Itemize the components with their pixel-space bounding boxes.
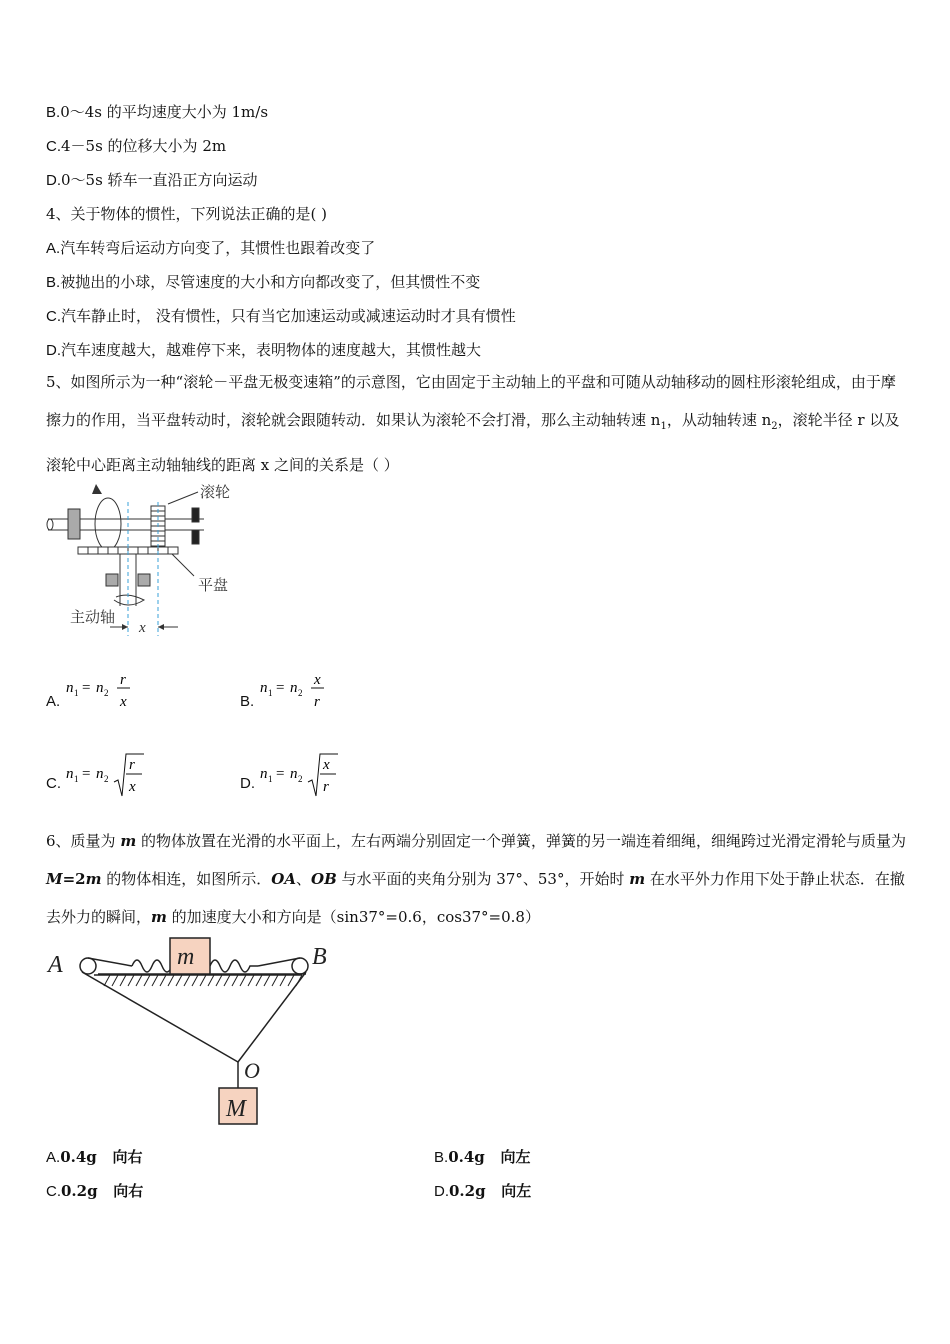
point-b-label: B [312,944,327,970]
svg-text:r: r [323,779,329,795]
formula-d [256,752,356,798]
q4-option-d[interactable]: D.汽车速度越大，越难停下来，表明物体的速度越大，其惯性越大 [46,341,482,359]
q6-option-d[interactable]: D.0.2g 向左 [434,1182,532,1200]
block-m-label: m [177,944,195,970]
svg-text:x: x [314,672,321,688]
q4-option-b[interactable]: B.被抛出的小球，尽管速度的大小和方向都改变了，但其惯性不变 [46,273,481,291]
formula-b [256,672,346,712]
disk-leader [172,554,194,576]
main-axis-label: 主动轴 [70,610,116,626]
main-bearing-left [106,574,118,586]
block-big-m-label: M [226,1096,246,1122]
svg-text:2: 2 [298,774,303,784]
gearbox-figure [44,476,244,636]
rotation-arrow-icon [95,498,121,550]
q4-option-c[interactable]: C.汽车静止时， 没有惯性，只有当它加速运动或减速运动时才具有惯性 [46,307,516,325]
q6-option-a[interactable]: A.0.4g 向右 [46,1148,143,1166]
pulley-b [292,958,308,974]
roller-leader [168,492,198,504]
q6-option-c[interactable]: C.0.2g 向右 [46,1182,144,1200]
svg-text:=: = [276,680,285,696]
svg-text:1: 1 [74,688,79,698]
svg-text:1: 1 [268,688,273,698]
point-o-label: O [244,1058,260,1083]
point-a-label: A [48,952,63,978]
right-bearing-bottom [192,530,199,544]
q4-stem: 4、关于物体的惯性，下列说法正确的是( ) [46,205,328,223]
shaft-end [47,519,53,530]
svg-text:x: x [120,694,127,710]
q5-stem: 5、如图所示为一种“滚轮－平盘无极变速箱”的示意图，它由固定于主动轴上的平盘和可随从动轴移动的圆柱形滚轮组成，由于摩擦力的作用，当平盘转动时，滚轮就会跟随转动．如果认为滚轮不会打滑，那么主动轴转速 $n_1$，从动轴转速 $n_2$，滚轮半径 r 以及滚轮中心距离主动轴轴线的距离 x 之间的关系是（ ） [46,373,900,474]
svg-text:n: n [260,680,268,696]
right-bearing-top [192,508,199,522]
roller-label: 滚轮 [200,485,231,501]
svg-text:1: 1 [268,774,273,784]
q6-stem: 6、质量为 m 的物体放置在光滑的水平面上，左右两端分别固定一个弹簧，弹簧的另一端连着细绳，细绳跨过光滑定滑轮与质量为 M=2m 的物体相连，如图所示．OA、OB 与水平面的夹角分别为 37°、53°，开始时 m 在水平外力作用下处于静止状态．在撤去外力的瞬间，m 的加速度大小和方向是（sin37°=0.6，cos37°=0.8） [46,832,906,926]
formula-c [62,752,162,798]
main-rotation-arrow-icon [114,595,144,605]
svg-text:r: r [314,694,320,710]
x-label: x [139,620,146,636]
spring-left [132,960,172,972]
svg-text:2: 2 [104,688,109,698]
main-bearing-right [138,574,150,586]
svg-text:n: n [290,680,298,696]
spring-right [210,960,258,972]
svg-text:1: 1 [74,774,79,784]
left-bearing [68,509,80,539]
q4-option-a[interactable]: A.汽车转弯后运动方向变了，其惯性也跟着改变了 [46,239,376,257]
q3-option-b[interactable]: B.0～4s 的平均速度大小为 1m/s [46,103,269,121]
formula-a [62,672,152,712]
svg-text:r: r [120,672,126,688]
svg-text:n: n [96,680,104,696]
svg-text:x: x [129,779,136,795]
q3-option-c[interactable]: C.4－5s 的位移大小为 2m [46,137,227,155]
hatching [104,975,302,986]
pulley-figure [44,934,344,1130]
svg-text:r: r [129,757,135,773]
svg-text:n: n [260,766,268,782]
svg-text:=: = [82,680,91,696]
arrow-head-icon [92,484,102,494]
svg-text:2: 2 [298,688,303,698]
exam-page: B.0～4s 的平均速度大小为 1m/s C.4－5s 的位移大小为 2m D.0～5s 轿车一直沿正方向运动 4、关于物体的惯性，下列说法正确的是( ) A.汽车转弯后运动方向变了，其惯性也跟着改变了 B.被抛出的小球，尽管速度的大小和方向都改变了，但其惯性不变 C.汽车静止时， 没有惯性，只有当它加速运动或减速运动时才具有惯性 D.汽车速度越大，越难停下来，表明物体的速度越大，其惯性越大 5、如图所示为一种“滚轮－平盘无极变速箱”的示意图，它由固定于主动轴上的平盘和可随从动轴移动的圆柱形滚轮组成，由于摩擦力的作用，当平盘转动时，滚轮就会跟随转动．如果认为滚轮不会打滑，那么主动轴转速 $n_1$，从动轴转速 $n_2$，滚轮半径 r 以及滚轮中心距离主动轴轴线的距离 x 之间的关系是（ ） 滚轮 平盘 主动轴 x A. n 1 = n 2 r x B. n 1 = n 2 x r C. n 1 = n 2 r x D. n 1 = n 2 x r 6、质量为 m 的物体放置在光滑的水平面上，左右两端分别固定一个弹簧，弹簧的另一端连着细绳，细绳跨过光滑定滑轮与质量为 M=2m 的物体相连，如图所示．OA、OB 与水平面的夹角分别为 37°、53°，开始时 m 在水平外力作用下处于静止状态．在撤去外力的瞬间，m 的加速度大小和方向是（sin37°=0.6，cos37°=0.8） A B m O M A.0.4g 向右 B.0.4g 向左 C.0.2g 向右 D.0.2g 向左 [46,103,906,1200]
svg-text:n: n [290,766,298,782]
svg-text:=: = [276,766,285,782]
svg-text:x: x [323,757,330,773]
disk-label: 平盘 [198,578,229,594]
svg-text:=: = [82,766,91,782]
q3-option-d[interactable]: D.0～5s 轿车一直沿正方向运动 [46,171,258,189]
svg-text:2: 2 [104,774,109,784]
svg-text:n: n [66,680,74,696]
q6-option-b[interactable]: B.0.4g 向左 [434,1148,531,1166]
svg-text:n: n [66,766,74,782]
svg-text:n: n [96,766,104,782]
